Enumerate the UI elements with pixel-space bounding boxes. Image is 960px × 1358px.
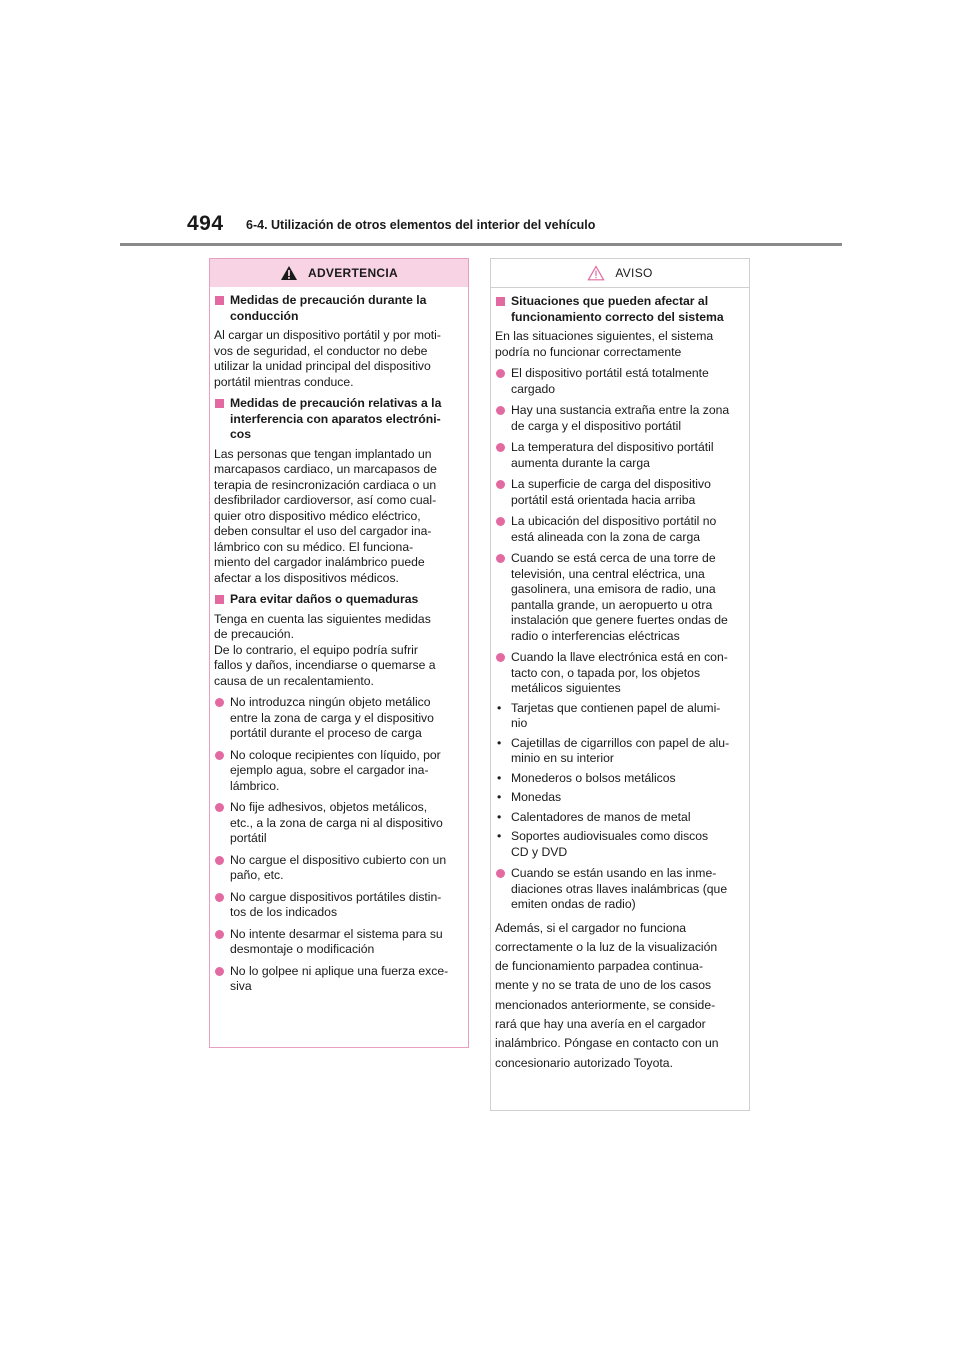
list-item: No coloque recipientes con líquido, por ejemplo agua, sobre el cargador ina- lámbrico.: [214, 748, 460, 795]
circle-bullet-icon: [496, 480, 505, 489]
sub-list-item: • Tarjetas que contienen papel de alumi- nio: [497, 700, 721, 730]
circle-bullet-icon: [496, 869, 505, 878]
square-bullet-icon: [496, 297, 505, 306]
sub-list-item: • Calentadores de manos de metal: [497, 809, 691, 824]
list-item: Cuando se están usando en las inme- diaciones otras llaves inalámbricas (que emiten ondas de radio): [495, 866, 741, 913]
list-item: No fije adhesivos, objetos metálicos, etc., a la zona de carga ni al dispositivo portátil: [214, 800, 460, 847]
circle-bullet-icon: [215, 893, 224, 902]
list-item: No intente desarmar el sistema para su desmontaje o modificación: [214, 927, 460, 958]
sub-list-item: • Monederos o bolsos metálicos: [497, 770, 676, 785]
notice-header: [491, 259, 749, 288]
circle-bullet-icon: [215, 751, 224, 760]
circle-bullet-icon: [496, 653, 505, 662]
section-text: Las personas que tengan implantado un marcapasos cardiaco, un marcapasos de terapia de resincronización cardiaca o un desfibrilador cardioversor, así como cual- quier otro dispositivo médico eléctrico, deben consultar el uso del cargador ina- lámbrico con su médico. El funciona- miento del cargador inalámbrico puede afectar a los dispositivos médicos.: [214, 446, 437, 585]
list-item: No lo golpee ni aplique una fuerza exce- siva: [214, 964, 460, 995]
sub-list-item: • Monedas: [497, 790, 562, 804]
warning-box: [209, 258, 469, 1048]
notice-box: [490, 258, 750, 1111]
caution-triangle-icon: [587, 265, 605, 281]
section-title: Medidas de precaución durante la conducción: [230, 293, 427, 323]
circle-bullet-icon: [496, 406, 505, 415]
circle-bullet-icon: [215, 856, 224, 865]
circle-bullet-icon: [496, 443, 505, 452]
section-header-title: 6-4. Utilización de otros elementos del interior del vehículo: [246, 218, 596, 232]
closing-paragraph: Además, si el cargador no funciona correctamente o la luz de la visualización de funcionamiento parpadea continua- mente y no se trata de uno de los casos mencionados anteriormente, se conside- rará que hay una avería en el cargador inalámbrico. Póngase en contacto con un concesionario autorizado Toyota.: [495, 920, 719, 1070]
circle-bullet-icon: [496, 369, 505, 378]
list-item: La superficie de carga del dispositivo portátil está orientada hacia arriba: [495, 477, 741, 508]
sub-list-item: • Soportes audiovisuales como discos CD y DVD: [497, 829, 709, 859]
warning-section-burns: [214, 592, 460, 608]
section-text: Tenga en cuenta las siguientes medidas de precaución. De lo contrario, el equipo podría sufrir fallos y daños, incendiarse o quemarse a causa de un recalentamiento.: [214, 611, 436, 688]
list-item: La temperatura del dispositivo portátil aumenta durante la carga: [495, 440, 741, 471]
section-title: Situaciones que pueden afectar al funcionamiento correcto del sistema: [511, 294, 724, 324]
square-bullet-icon: [215, 595, 224, 604]
circle-bullet-icon: [215, 930, 224, 939]
list-item: El dispositivo portátil está totalmente cargado: [495, 366, 741, 397]
circle-bullet-icon: [215, 967, 224, 976]
section-text: Al cargar un dispositivo portátil y por moti- vos de seguridad, el conductor no debe utilizar la unidad principal del dispositivo portátil mientras conduce.: [214, 328, 441, 389]
list-item: No introduzca ningún objeto metálico entre la zona de carga y el dispositivo portátil durante el proceso de carga: [214, 695, 460, 742]
circle-bullet-icon: [496, 517, 505, 526]
circle-bullet-icon: [215, 803, 224, 812]
warning-triangle-icon: [280, 265, 298, 281]
circle-bullet-icon: [215, 698, 224, 707]
warning-section-driving: [214, 293, 460, 324]
page-number: 494: [187, 212, 224, 235]
square-bullet-icon: [215, 296, 224, 305]
list-item: No cargue dispositivos portátiles distin- tos de los indicados: [214, 890, 460, 921]
notice-section-situations: [495, 294, 741, 325]
list-item: La ubicación del dispositivo portátil no está alineada con la zona de carga: [495, 514, 741, 545]
warning-section-interference: [214, 396, 460, 443]
list-item: Cuando se está cerca de una torre de televisión, una central eléctrica, una gasolinera, una emisora de radio, una pantalla grande, un aeropuerto u otra instalación que genere fuertes ondas de radio o interferencias eléctricas: [495, 551, 741, 644]
list-item: No cargue el dispositivo cubierto con un paño, etc.: [214, 853, 460, 884]
circle-bullet-icon: [496, 554, 505, 563]
warning-title: ADVERTENCIA: [308, 266, 398, 280]
sub-list-item: • Cajetillas de cigarrillos con papel de alu- minio en su interior: [497, 735, 730, 765]
section-title: Para evitar daños o quemaduras: [230, 592, 419, 606]
square-bullet-icon: [215, 399, 224, 408]
header-divider: [120, 243, 842, 246]
section-title: Medidas de precaución relativas a la interferencia con aparatos electróni- cos: [230, 396, 442, 441]
warning-header: [210, 259, 468, 287]
notice-title: AVISO: [615, 266, 653, 280]
list-item: Cuando la llave electrónica está en con- tacto con, o tapada por, los objetos metálicos siguientes: [495, 650, 741, 697]
list-item: Hay una sustancia extraña entre la zona de carga y el dispositivo portátil: [495, 403, 741, 434]
section-text: En las situaciones siguientes, el sistema podría no funcionar correctamente: [495, 329, 714, 359]
